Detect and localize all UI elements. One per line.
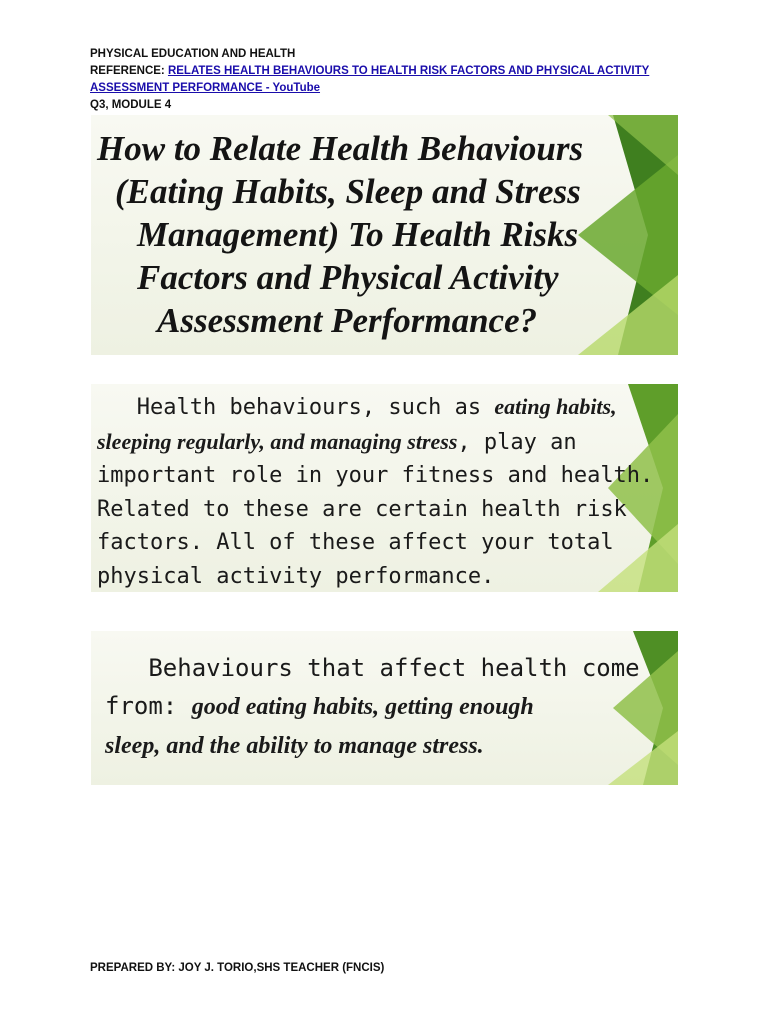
slide-body-text — [91, 631, 678, 785]
body-line-3: important role in your fitness and health. — [97, 463, 654, 488]
slide-behaviours-sources — [91, 631, 678, 785]
body-line-4: Related to these are certain health risk — [97, 496, 627, 522]
body-line-3 — [105, 726, 678, 765]
body-line-1 — [97, 390, 678, 425]
title-line-5: Assessment Performance? — [157, 301, 538, 340]
body-line-5: factors. All of these affect your total — [97, 530, 614, 555]
slide-health-behaviours — [91, 384, 678, 592]
body-text-plain: from: — [105, 692, 192, 720]
title-line-4: Factors and Physical Activity — [137, 258, 559, 297]
body-text-plain: , play an — [457, 429, 577, 455]
title-line-3: Management) To Health Risks — [137, 215, 579, 254]
body-line-2 — [105, 687, 678, 726]
module-label: Q3, MODULE 4 — [90, 99, 172, 111]
reference-line-2 — [90, 80, 690, 97]
body-text-emphasis: good eating habits, getting enough — [191, 694, 534, 720]
document-header — [90, 46, 690, 114]
body-line-1: Behaviours that affect health come — [105, 654, 640, 682]
reference-label: REFERENCE: — [90, 65, 168, 77]
title-line-2: (Eating Habits, Sleep and Stress — [115, 172, 581, 211]
prepared-by-footer: PREPARED BY: JOY J. TORIO,SHS TEACHER (FNCIS) — [90, 962, 385, 974]
title-line-1: How to Relate Health Behaviours — [97, 129, 584, 168]
slide-title-text — [91, 115, 678, 355]
reference-line — [90, 63, 690, 80]
subject-title: PHYSICAL EDUCATION AND HEALTH — [90, 48, 296, 60]
body-text-emphasis: sleeping regularly, and managing stress — [97, 428, 458, 454]
body-line-2 — [97, 425, 678, 460]
body-text-emphasis: sleep, and the ability to manage stress. — [105, 733, 484, 759]
body-line-6: physical activity performance. — [97, 563, 495, 589]
reference-link[interactable]: RELATES HEALTH BEHAVIOURS TO HEALTH RISK FACTORS AND PHYSICAL ACTIVITY — [167, 65, 650, 77]
body-text-plain: Health behaviours, such as — [97, 395, 495, 420]
reference-link-continued[interactable]: ASSESSMENT PERFORMANCE - YouTube — [90, 82, 321, 94]
slide-body-text — [91, 384, 678, 592]
body-text-emphasis: eating habits, — [494, 394, 617, 419]
slide-title-image — [91, 115, 678, 355]
